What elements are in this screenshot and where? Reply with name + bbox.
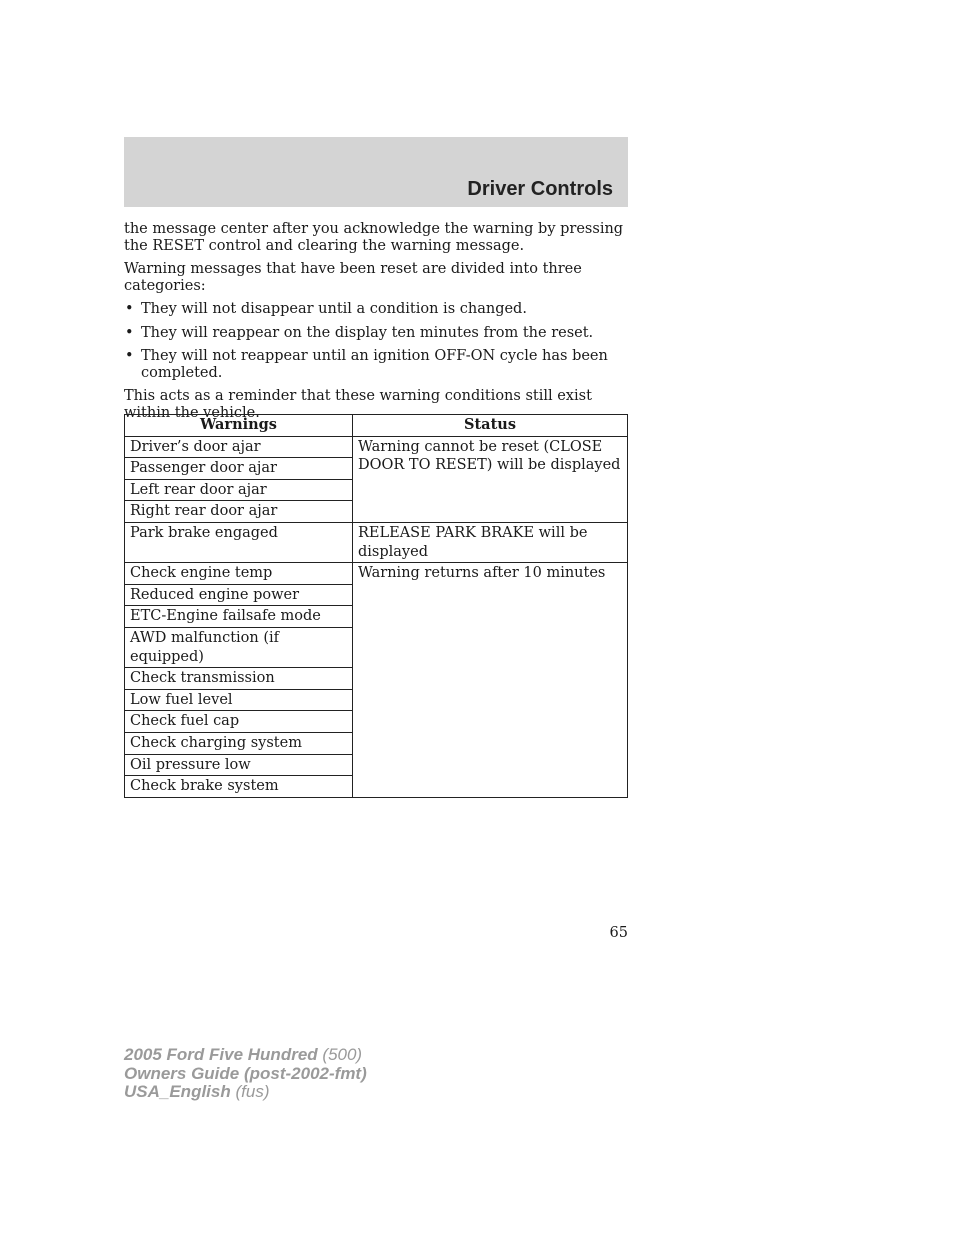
- warning-cell: Low fuel level: [125, 689, 353, 711]
- footer-line-model: 2005 Ford Five Hundred (500): [124, 1045, 363, 1064]
- list-item: • They will not disappear until a condition is changed.: [125, 301, 527, 317]
- status-cell: RELEASE PARK BRAKE will be displayed: [353, 522, 628, 562]
- column-header-status: Status: [353, 415, 628, 437]
- footer-line-guide: Owners Guide (post-2002-fmt): [124, 1063, 367, 1083]
- section-title: Driver Controls: [467, 178, 613, 200]
- table-row: [125, 563, 628, 585]
- paragraph-reminder: This acts as a reminder that these warning conditions still exist within the vehicle.: [124, 388, 592, 421]
- list-item: • They will not reappear until an ignition OFF-ON cycle has been completed.: [125, 348, 608, 381]
- status-cell: Warning returns after 10 minutes: [353, 563, 628, 798]
- document-footer: [124, 1046, 367, 1102]
- paragraph-intro: the message center after you acknowledge the warning by pressing the RESET control and clearing the warning message.: [124, 221, 624, 254]
- warning-cell: Check engine temp: [125, 563, 353, 585]
- bullet-icon: •: [125, 301, 134, 317]
- page-number: 65: [609, 925, 628, 941]
- warning-cell: Right rear door ajar: [125, 501, 353, 523]
- bullet-icon: •: [125, 324, 134, 341]
- status-cell: Warning cannot be reset (CLOSE DOOR TO RESET) will be displayed: [353, 436, 628, 522]
- warning-cell: Check fuel cap: [125, 711, 353, 733]
- warning-cell: Check transmission: [125, 668, 353, 690]
- body-text: [124, 221, 628, 428]
- warning-cell: Driver’s door ajar: [125, 436, 353, 458]
- warning-cell: Oil pressure low: [125, 754, 353, 776]
- list-item: • They will reappear on the display ten minutes from the reset.: [125, 324, 594, 341]
- section-header-band: [124, 137, 628, 207]
- table-row: [125, 436, 628, 458]
- table-row: [125, 522, 628, 562]
- warning-cell: Reduced engine power: [125, 584, 353, 606]
- warning-cell: Check charging system: [125, 732, 353, 754]
- warnings-table: [124, 414, 628, 798]
- warning-cell: ETC-Engine failsafe mode: [125, 606, 353, 628]
- warning-cell: Check brake system: [125, 776, 353, 798]
- column-header-warnings: Warnings: [125, 415, 353, 437]
- warning-cell: Passenger door ajar: [125, 458, 353, 480]
- bullet-icon: •: [125, 348, 134, 364]
- warning-cell: Left rear door ajar: [125, 479, 353, 501]
- category-list: [124, 301, 628, 381]
- table-header-row: [125, 415, 628, 437]
- warning-cell: AWD malfunction (if equipped): [125, 627, 353, 667]
- paragraph-categories: Warning messages that have been reset are divided into three categories:: [124, 261, 582, 294]
- footer-line-locale: USA_English (fus): [124, 1082, 270, 1101]
- warning-cell: Park brake engaged: [125, 522, 353, 562]
